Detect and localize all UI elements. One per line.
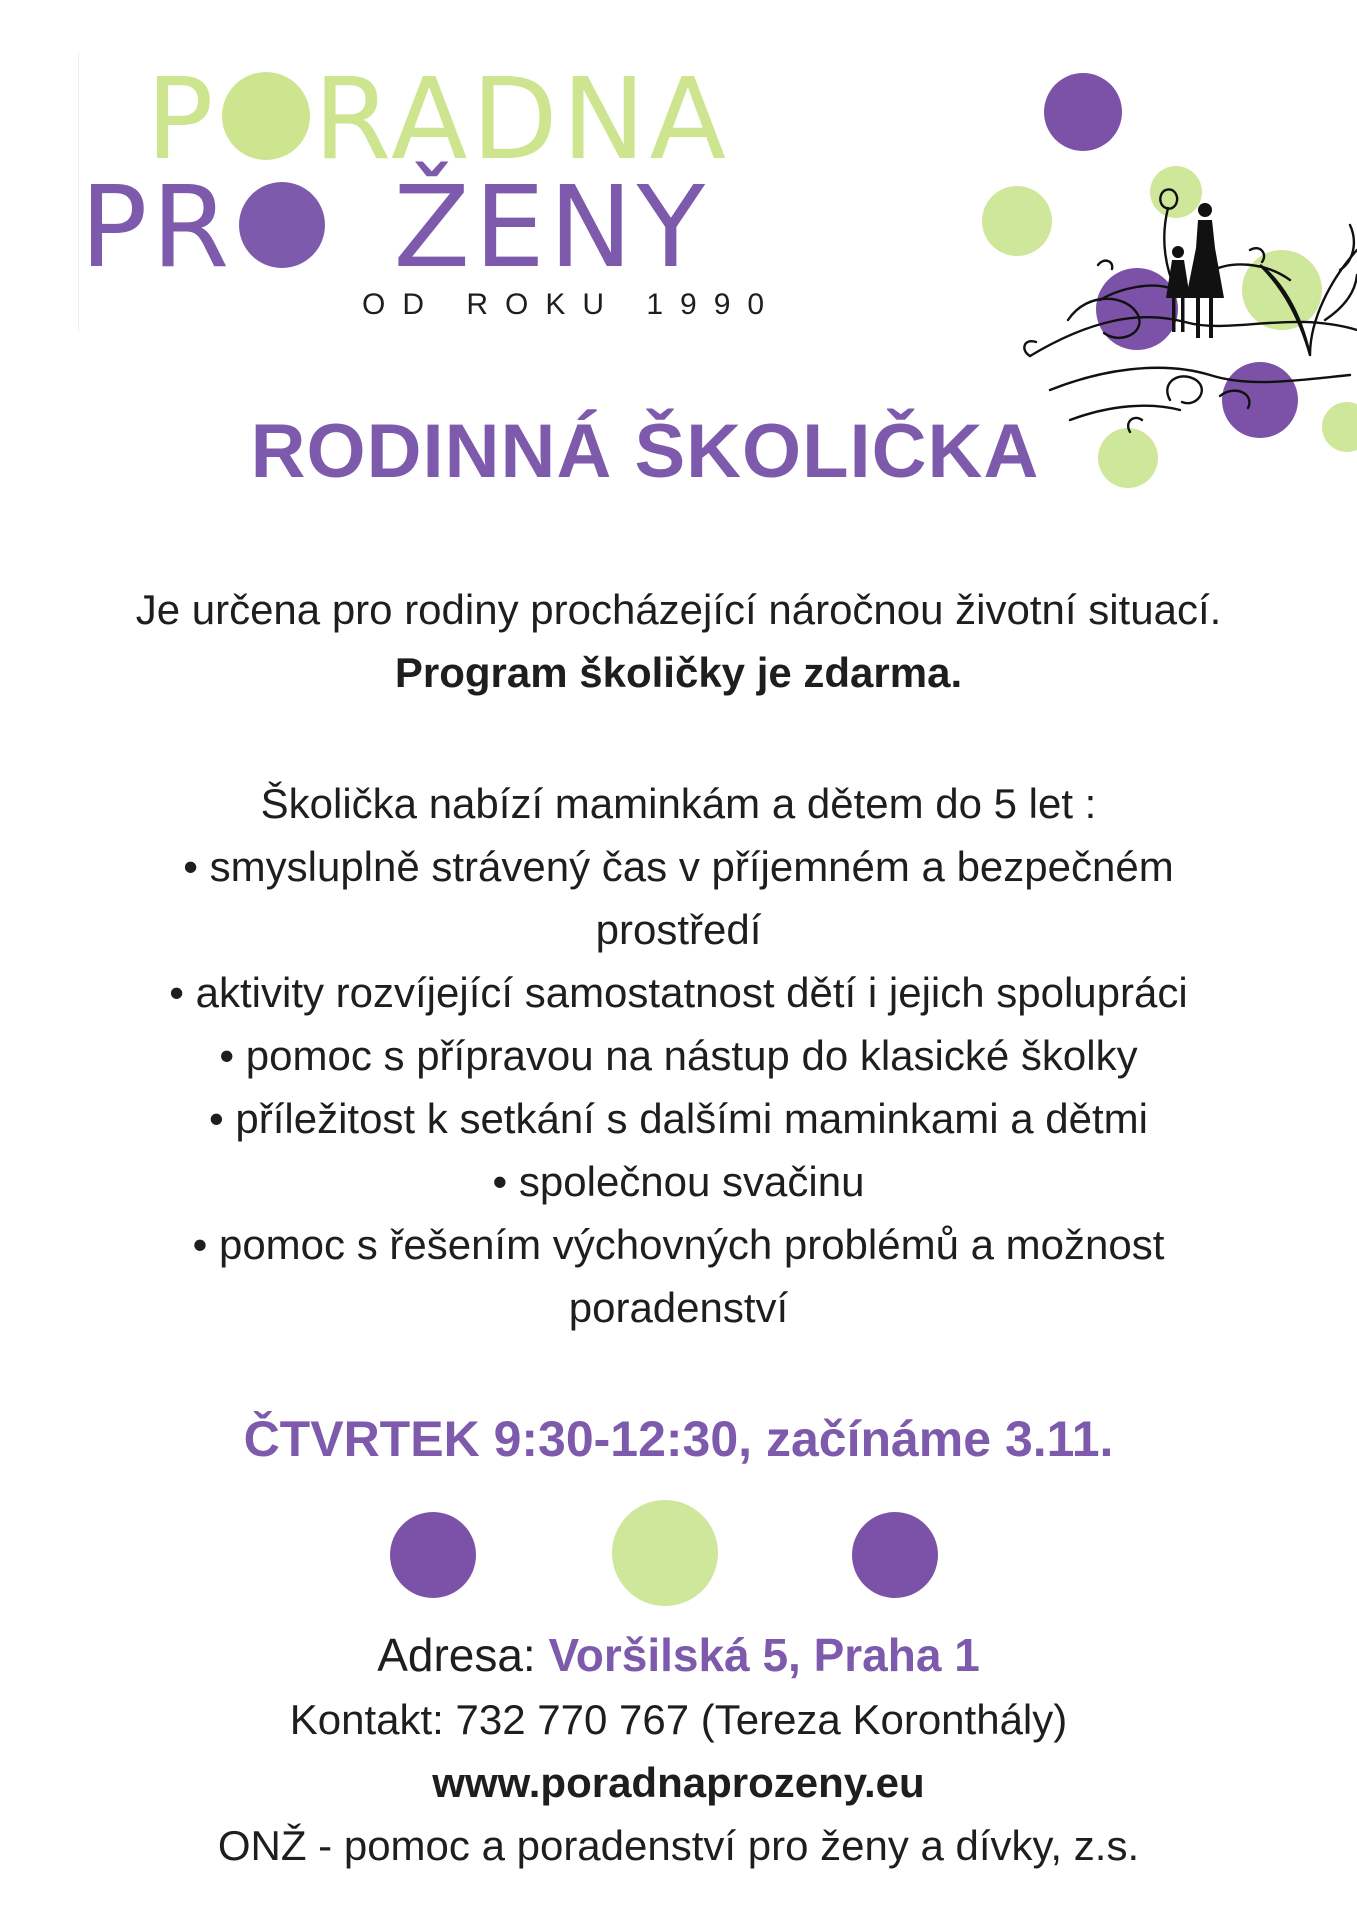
address-value: Voršilská 5, Praha 1 [548, 1629, 980, 1681]
schedule-block [40, 1408, 1317, 1471]
list-item: poradenství [568, 1284, 789, 1331]
divider-dot-purple [852, 1512, 938, 1598]
list-item: • pomoc s přípravou na nástup do klasické školky [219, 1032, 1138, 1079]
logo-pro-zeny: PR ŽENY [80, 163, 710, 293]
list-item: prostředí [595, 906, 762, 953]
offer-block [40, 772, 1317, 1339]
address-line [40, 1622, 1317, 1688]
intro-block [40, 578, 1317, 704]
divider-dot-green [612, 1500, 718, 1606]
list-item: • pomoc s řešením výchovných problémů a možnost [192, 1221, 1165, 1268]
list-item: • příležitost k setkání s dalšími maminkami a dětmi [209, 1095, 1148, 1142]
phone-line: Kontakt: 732 770 767 (Tereza Koronthály) [289, 1696, 1068, 1743]
logo-since: OD ROKU 1990 [362, 288, 782, 321]
contact-block [40, 1622, 1317, 1877]
logo-poradna: P RADNA [146, 55, 731, 185]
list-item: • smysluplně strávený čas v příjemném a bezpečném [183, 843, 1174, 890]
list-item: • společnou svačinu [492, 1158, 865, 1205]
logo-divider [78, 52, 79, 332]
website-link[interactable]: www.poradnaprozeny.eu [432, 1759, 925, 1806]
intro-free: Program školičky je zdarma. [394, 649, 963, 696]
logo-o-circle-green-icon [222, 72, 310, 160]
divider-dot-purple [390, 1512, 476, 1598]
address-label: Adresa: [377, 1629, 549, 1681]
logo-o-circle-purple-icon [239, 182, 325, 268]
list-item: • aktivity rozvíjející samostatnost dětí i jejich spolupráci [169, 969, 1188, 1016]
org-line: ONŽ - pomoc a poradenství pro ženy a dívky, z.s. [217, 1822, 1140, 1869]
intro-text: Je určena pro rodiny procházející náročnou životní situací. [135, 586, 1222, 633]
offer-heading: Školička nabízí maminkám a dětem do 5 let : [260, 780, 1097, 827]
schedule-text: ČTVRTEK 9:30-12:30, začínáme 3.11. [243, 1411, 1114, 1467]
page-title: RODINNÁ ŠKOLIČKA [250, 409, 1040, 494]
decor-dot-purple [1044, 73, 1122, 151]
